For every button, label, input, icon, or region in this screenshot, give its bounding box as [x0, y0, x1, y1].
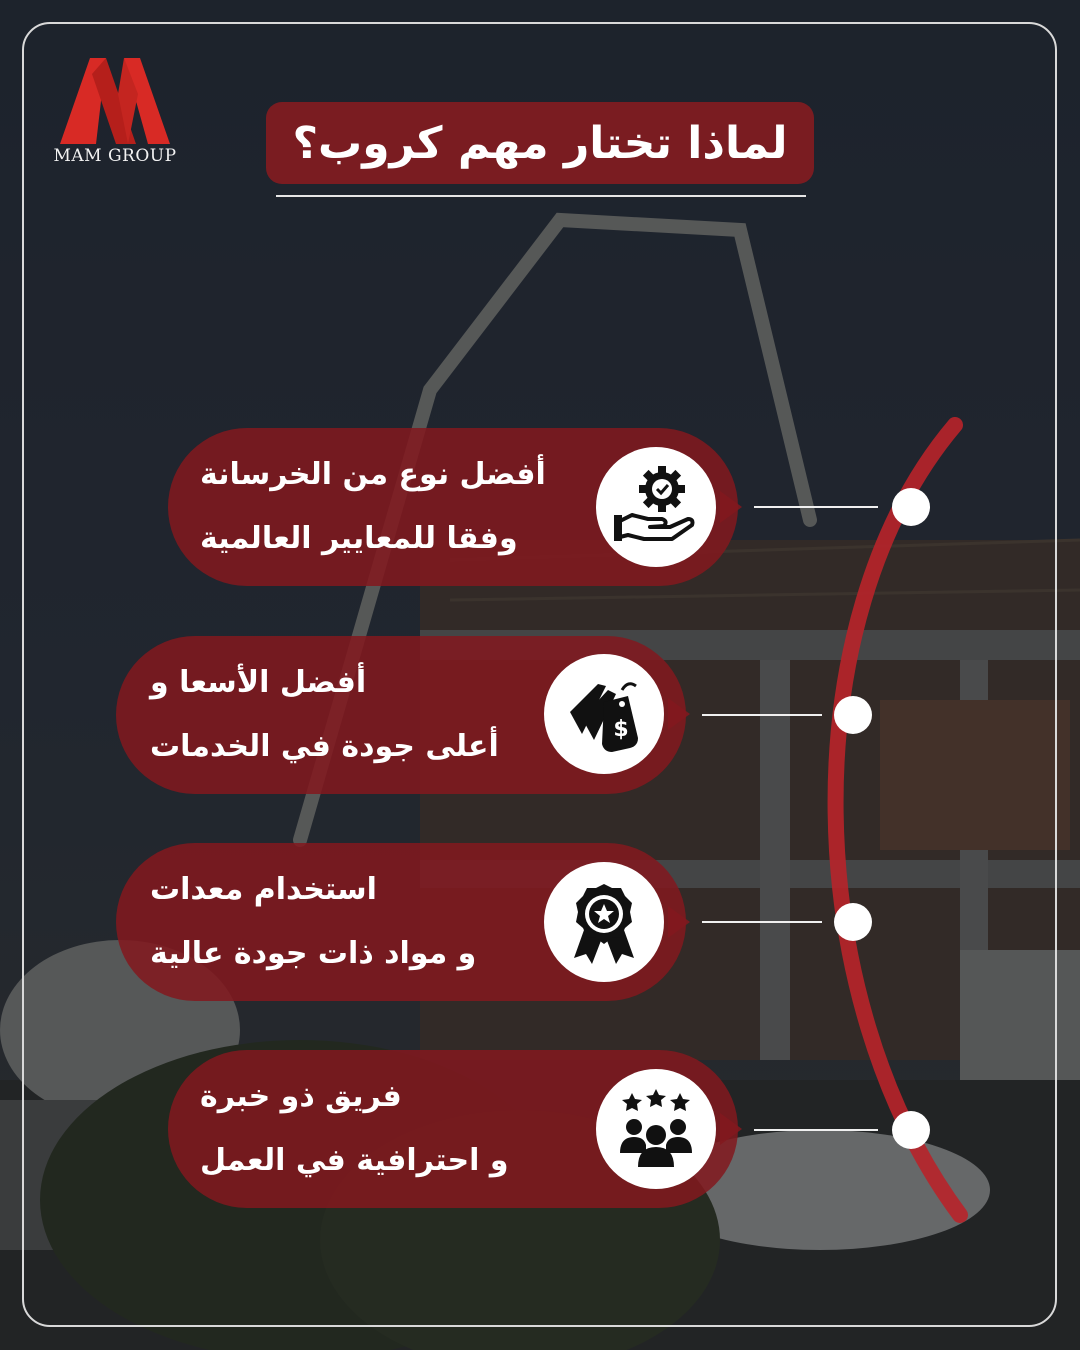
feature-2-icon-circle	[544, 654, 664, 774]
feature-1-line-1: أفضل نوع من الخرسانة	[200, 457, 546, 492]
svg-text:$: $	[613, 717, 629, 742]
feature-1-connector-line	[754, 506, 878, 508]
feature-card-3-pointer	[668, 906, 690, 938]
feature-2-line-2: أعلى جودة في الخدمات	[150, 729, 499, 764]
feature-1-line-2: وفقا للمعايير العالمية	[200, 521, 518, 556]
feature-card-4-text	[200, 1050, 552, 1208]
feature-3-line-1: استخدام معدات	[150, 872, 377, 907]
feature-card-4-pointer	[720, 1113, 742, 1145]
feature-3-timeline-dot	[834, 903, 872, 941]
title-banner	[266, 102, 814, 184]
feature-3-line-2: و مواد ذات جودة عالية	[150, 936, 477, 971]
feature-4-connector-line	[754, 1129, 878, 1131]
feature-4-icon-circle	[596, 1069, 716, 1189]
mam-group-logo	[50, 50, 180, 180]
feature-card-3-text	[150, 843, 502, 1001]
feature-card-1-pointer	[720, 491, 742, 523]
feature-card-1-text	[200, 428, 552, 586]
feature-2-connector-line	[702, 714, 822, 716]
feature-2-timeline-dot	[834, 696, 872, 734]
feature-1-icon-circle	[596, 447, 716, 567]
feature-2-line-1: أفضل الأسعا و	[150, 665, 367, 700]
team-stars-icon	[614, 1087, 698, 1171]
feature-4-timeline-dot	[892, 1111, 930, 1149]
feature-4-line-2: و احترافية في العمل	[200, 1143, 509, 1178]
award-badge-icon	[562, 880, 646, 964]
feature-3-connector-line	[702, 921, 822, 923]
quality-gear-hand-icon	[614, 465, 698, 549]
title-underline	[276, 195, 806, 197]
logo-wordmark: MAM GROUP	[53, 146, 177, 166]
price-tags-icon	[562, 672, 646, 756]
feature-3-icon-circle	[544, 862, 664, 982]
feature-card-2-pointer	[668, 698, 690, 730]
feature-4-line-1: فريق ذو خبرة	[200, 1079, 402, 1114]
feature-1-timeline-dot	[892, 488, 930, 526]
mam-logo-mark-icon	[58, 54, 172, 146]
feature-card-2-text	[150, 636, 514, 794]
page-title: لماذا تختار مهم كروب؟	[292, 117, 788, 169]
